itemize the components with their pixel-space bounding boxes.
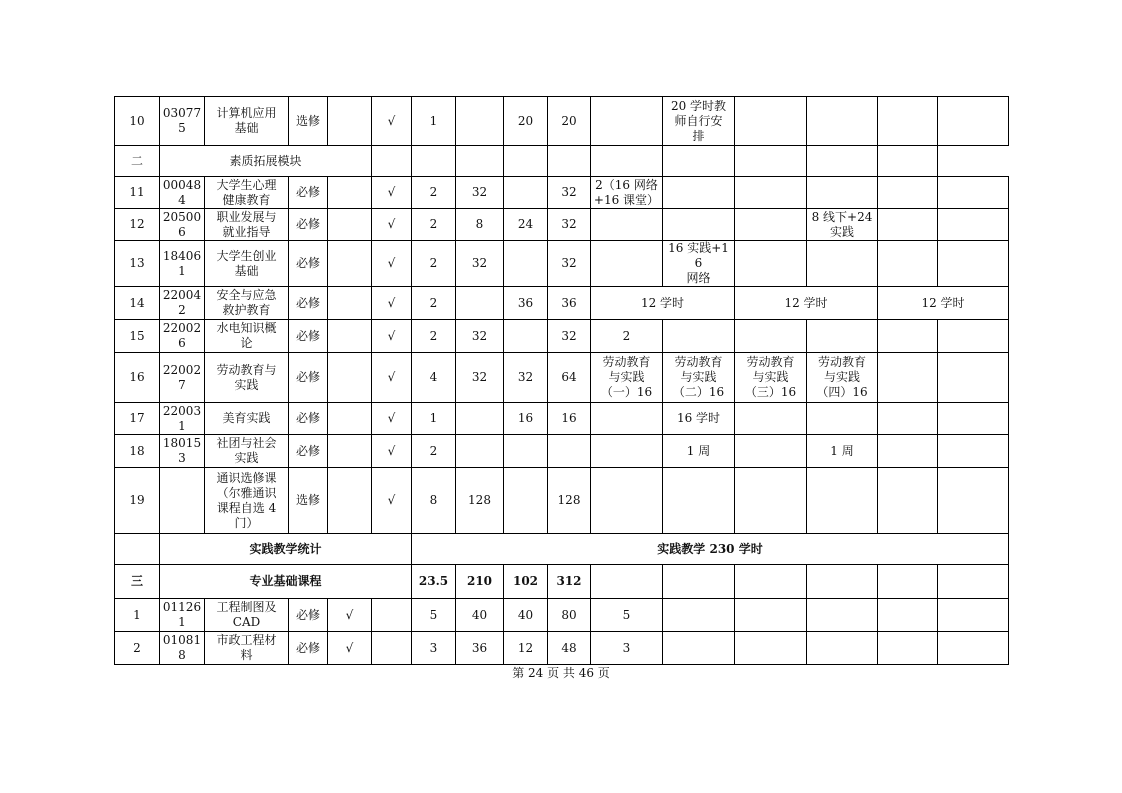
section-row: [115, 565, 1009, 599]
table-cell: [807, 403, 878, 435]
table-cell: 职业发展与 就业指导: [205, 209, 289, 241]
table-cell: 102: [504, 565, 548, 599]
table-cell: [735, 599, 807, 632]
table-cell: [735, 565, 807, 599]
table-cell: [878, 146, 938, 177]
table-cell: [938, 320, 1009, 353]
table-cell: [328, 177, 372, 209]
table-cell: [456, 146, 504, 177]
table-cell: [663, 146, 735, 177]
table-cell: [412, 146, 456, 177]
table-cell: 选修: [289, 468, 328, 534]
table-cell: 36: [504, 287, 548, 320]
table-cell: 专业基础课程: [160, 565, 412, 599]
table-cell: 三: [115, 565, 160, 599]
table-cell: 40: [456, 599, 504, 632]
table-cell: 2: [412, 320, 456, 353]
table-cell: [878, 565, 938, 599]
table-cell: √: [372, 403, 412, 435]
table-cell: [735, 177, 807, 209]
table-cell: [663, 468, 735, 534]
table-cell: [328, 241, 372, 287]
table-cell: 5: [591, 599, 663, 632]
table-cell: [591, 241, 663, 287]
course-plan-table: [114, 96, 1009, 665]
table-cell: 32: [548, 209, 591, 241]
table-cell: √: [372, 468, 412, 534]
table-cell: [663, 320, 735, 353]
table-cell: 4: [412, 353, 456, 403]
table-cell: [591, 468, 663, 534]
table-cell: [807, 177, 878, 209]
table-cell: 劳动教育 与实践 （二）16: [663, 353, 735, 403]
table-cell: [504, 435, 548, 468]
table-cell: 8: [456, 209, 504, 241]
table-cell: [372, 632, 412, 665]
table-cell: [160, 468, 205, 534]
table-cell: [938, 599, 1009, 632]
table-cell: [938, 177, 1009, 209]
table-cell: 36: [548, 287, 591, 320]
table-cell: [938, 353, 1009, 403]
table-cell: √: [372, 241, 412, 287]
table-row: [115, 632, 1009, 665]
table-cell: 01081 8: [160, 632, 205, 665]
table-cell: [504, 320, 548, 353]
table-cell: 10: [115, 97, 160, 146]
table-cell: 3: [412, 632, 456, 665]
table-cell: [328, 320, 372, 353]
table-cell: [663, 565, 735, 599]
table-cell: 2: [115, 632, 160, 665]
section-row: [115, 146, 1009, 177]
table-cell: [878, 468, 938, 534]
table-cell: [663, 599, 735, 632]
table-cell: [878, 599, 938, 632]
table-row: [115, 97, 1009, 146]
table-cell: 80: [548, 599, 591, 632]
table-cell: [807, 146, 878, 177]
table-cell: 32: [548, 320, 591, 353]
table-cell: 12: [115, 209, 160, 241]
table-cell: 16: [115, 353, 160, 403]
table-cell: 必修: [289, 320, 328, 353]
table-cell: 22003 1: [160, 403, 205, 435]
table-cell: [807, 97, 878, 146]
table-cell: [807, 565, 878, 599]
table-cell: [504, 241, 548, 287]
table-cell: [807, 241, 878, 287]
table-cell: √: [372, 435, 412, 468]
table-row: [115, 353, 1009, 403]
table-cell: 水电知识概 论: [205, 320, 289, 353]
table-cell: [878, 435, 938, 468]
table-cell: [878, 320, 938, 353]
table-cell: 32: [548, 177, 591, 209]
table-cell: [548, 146, 591, 177]
table-cell: 22004 2: [160, 287, 205, 320]
table-cell: 40: [504, 599, 548, 632]
table-cell: [663, 209, 735, 241]
table-cell: 劳动教育 与实践 （三）16: [735, 353, 807, 403]
table-cell: [878, 177, 938, 209]
stats-row: [115, 534, 1009, 565]
table-row: [115, 403, 1009, 435]
table-cell: 00048 4: [160, 177, 205, 209]
table-row: [115, 599, 1009, 632]
table-cell: 劳动教育 与实践 （一）16: [591, 353, 663, 403]
table-cell: 实践教学 230 学时: [412, 534, 1009, 565]
table-cell: 大学生创业 基础: [205, 241, 289, 287]
table-cell: 1: [412, 97, 456, 146]
table-cell: 22002 6: [160, 320, 205, 353]
table-cell: 20: [548, 97, 591, 146]
table-cell: 20 学时教 师自行安 排: [663, 97, 735, 146]
table-cell: [328, 209, 372, 241]
table-cell: [591, 209, 663, 241]
table-cell: √: [372, 353, 412, 403]
table-cell: 20500 6: [160, 209, 205, 241]
table-cell: [504, 468, 548, 534]
table-cell: [591, 435, 663, 468]
table-cell: 18: [115, 435, 160, 468]
table-cell: [938, 435, 1009, 468]
table-cell: [372, 146, 412, 177]
table-cell: 必修: [289, 241, 328, 287]
table-cell: [878, 403, 938, 435]
table-cell: [591, 565, 663, 599]
table-cell: [938, 97, 1009, 146]
table-cell: 11: [115, 177, 160, 209]
table-cell: [663, 177, 735, 209]
table-cell: 20: [504, 97, 548, 146]
table-cell: 15: [115, 320, 160, 353]
table-cell: [328, 468, 372, 534]
table-cell: 美育实践: [205, 403, 289, 435]
table-cell: [878, 209, 938, 241]
table-cell: 12: [504, 632, 548, 665]
table-cell: 12 学时: [735, 287, 878, 320]
table-cell: [735, 632, 807, 665]
table-cell: [504, 146, 548, 177]
table-cell: [591, 403, 663, 435]
table-cell: 8: [412, 468, 456, 534]
table-cell: √: [328, 632, 372, 665]
table-cell: 210: [456, 565, 504, 599]
table-cell: 必修: [289, 177, 328, 209]
table-cell: 17: [115, 403, 160, 435]
table-cell: [735, 320, 807, 353]
table-cell: 14: [115, 287, 160, 320]
table-cell: [456, 435, 504, 468]
table-cell: 二: [115, 146, 160, 177]
table-cell: 128: [456, 468, 504, 534]
table-cell: 32: [456, 241, 504, 287]
table-cell: √: [372, 177, 412, 209]
table-cell: [735, 468, 807, 534]
table-cell: [807, 599, 878, 632]
table-row: [115, 209, 1009, 241]
table-cell: [456, 403, 504, 435]
table-cell: 36: [456, 632, 504, 665]
table-cell: [328, 435, 372, 468]
table-cell: [735, 146, 807, 177]
table-row: [115, 177, 1009, 209]
table-cell: [735, 435, 807, 468]
table-cell: 1: [115, 599, 160, 632]
table-row: [115, 241, 1009, 287]
table-cell: 2: [412, 435, 456, 468]
table-cell: 必修: [289, 599, 328, 632]
table-cell: 安全与应急 救护教育: [205, 287, 289, 320]
table-cell: 劳动教育 与实践 （四）16: [807, 353, 878, 403]
table-cell: 32: [456, 353, 504, 403]
table-cell: 8 线下+24 实践: [807, 209, 878, 241]
page-footer: 第 24 页 共 46 页: [512, 666, 610, 680]
table-cell: 工程制图及 CAD: [205, 599, 289, 632]
table-body: [115, 97, 1009, 665]
table-cell: [372, 599, 412, 632]
table-cell: [878, 353, 938, 403]
table-cell: 12 学时: [591, 287, 735, 320]
table-cell: [456, 97, 504, 146]
table-cell: 22002 7: [160, 353, 205, 403]
table-cell: 2（16 网络 +16 课堂）: [591, 177, 663, 209]
table-cell: 1: [412, 403, 456, 435]
table-cell: [735, 403, 807, 435]
table-cell: 必修: [289, 353, 328, 403]
table-cell: 计算机应用 基础: [205, 97, 289, 146]
table-cell: [328, 97, 372, 146]
table-cell: 32: [548, 241, 591, 287]
table-cell: [807, 468, 878, 534]
table-cell: 01126 1: [160, 599, 205, 632]
table-cell: [548, 435, 591, 468]
table-cell: 32: [456, 177, 504, 209]
table-cell: [938, 241, 1009, 287]
table-cell: 2: [412, 241, 456, 287]
table-cell: 128: [548, 468, 591, 534]
table-cell: 实践教学统计: [160, 534, 412, 565]
table-cell: [938, 632, 1009, 665]
table-cell: √: [372, 209, 412, 241]
table-cell: [938, 468, 1009, 534]
table-cell: 素质拓展模块: [160, 146, 372, 177]
table-cell: 16: [504, 403, 548, 435]
table-cell: [456, 287, 504, 320]
table-cell: 03077 5: [160, 97, 205, 146]
table-cell: 48: [548, 632, 591, 665]
table-cell: [115, 534, 160, 565]
table-cell: 64: [548, 353, 591, 403]
table-cell: [328, 287, 372, 320]
table-cell: 通识选修课 （尔雅通识 课程自选 4 门）: [205, 468, 289, 534]
table-cell: [735, 209, 807, 241]
table-cell: 社团与社会 实践: [205, 435, 289, 468]
table-cell: [938, 403, 1009, 435]
table-cell: 大学生心理 健康教育: [205, 177, 289, 209]
table-cell: √: [372, 287, 412, 320]
table-row: [115, 320, 1009, 353]
table-cell: 16 学时: [663, 403, 735, 435]
table-cell: √: [372, 97, 412, 146]
table-cell: 5: [412, 599, 456, 632]
table-cell: [938, 565, 1009, 599]
table-cell: 必修: [289, 435, 328, 468]
table-row: [115, 287, 1009, 320]
table-row: [115, 468, 1009, 534]
table-cell: 2: [412, 177, 456, 209]
table-cell: [878, 97, 938, 146]
table-cell: [878, 632, 938, 665]
table-cell: 市政工程材 料: [205, 632, 289, 665]
table-cell: [807, 320, 878, 353]
table-cell: 必修: [289, 209, 328, 241]
table-cell: 32: [504, 353, 548, 403]
table-cell: 2: [591, 320, 663, 353]
table-cell: 2: [412, 287, 456, 320]
table-cell: [328, 353, 372, 403]
table-cell: [807, 632, 878, 665]
table-row: [115, 435, 1009, 468]
table-cell: [735, 97, 807, 146]
table-cell: [591, 146, 663, 177]
table-cell: 312: [548, 565, 591, 599]
table-cell: 16: [548, 403, 591, 435]
table-cell: 24: [504, 209, 548, 241]
table-cell: 12 学时: [878, 287, 1009, 320]
table-cell: [735, 241, 807, 287]
table-cell: [591, 97, 663, 146]
table-cell: 劳动教育与 实践: [205, 353, 289, 403]
table-cell: 13: [115, 241, 160, 287]
table-cell: 必修: [289, 403, 328, 435]
table-cell: [878, 241, 938, 287]
table-cell: 必修: [289, 632, 328, 665]
table-cell: 32: [456, 320, 504, 353]
table-cell: [938, 209, 1009, 241]
table-cell: 1 周: [663, 435, 735, 468]
table-cell: √: [372, 320, 412, 353]
table-cell: [504, 177, 548, 209]
table-cell: 23.5: [412, 565, 456, 599]
table-cell: 18015 3: [160, 435, 205, 468]
table-cell: √: [328, 599, 372, 632]
table-cell: 2: [412, 209, 456, 241]
table-cell: 16 实践+16 网络: [663, 241, 735, 287]
table-cell: [663, 632, 735, 665]
table-cell: [328, 403, 372, 435]
table-cell: 19: [115, 468, 160, 534]
table-cell: 1 周: [807, 435, 878, 468]
table-cell: 3: [591, 632, 663, 665]
table-cell: 必修: [289, 287, 328, 320]
table-cell: 18406 1: [160, 241, 205, 287]
table-cell: 选修: [289, 97, 328, 146]
